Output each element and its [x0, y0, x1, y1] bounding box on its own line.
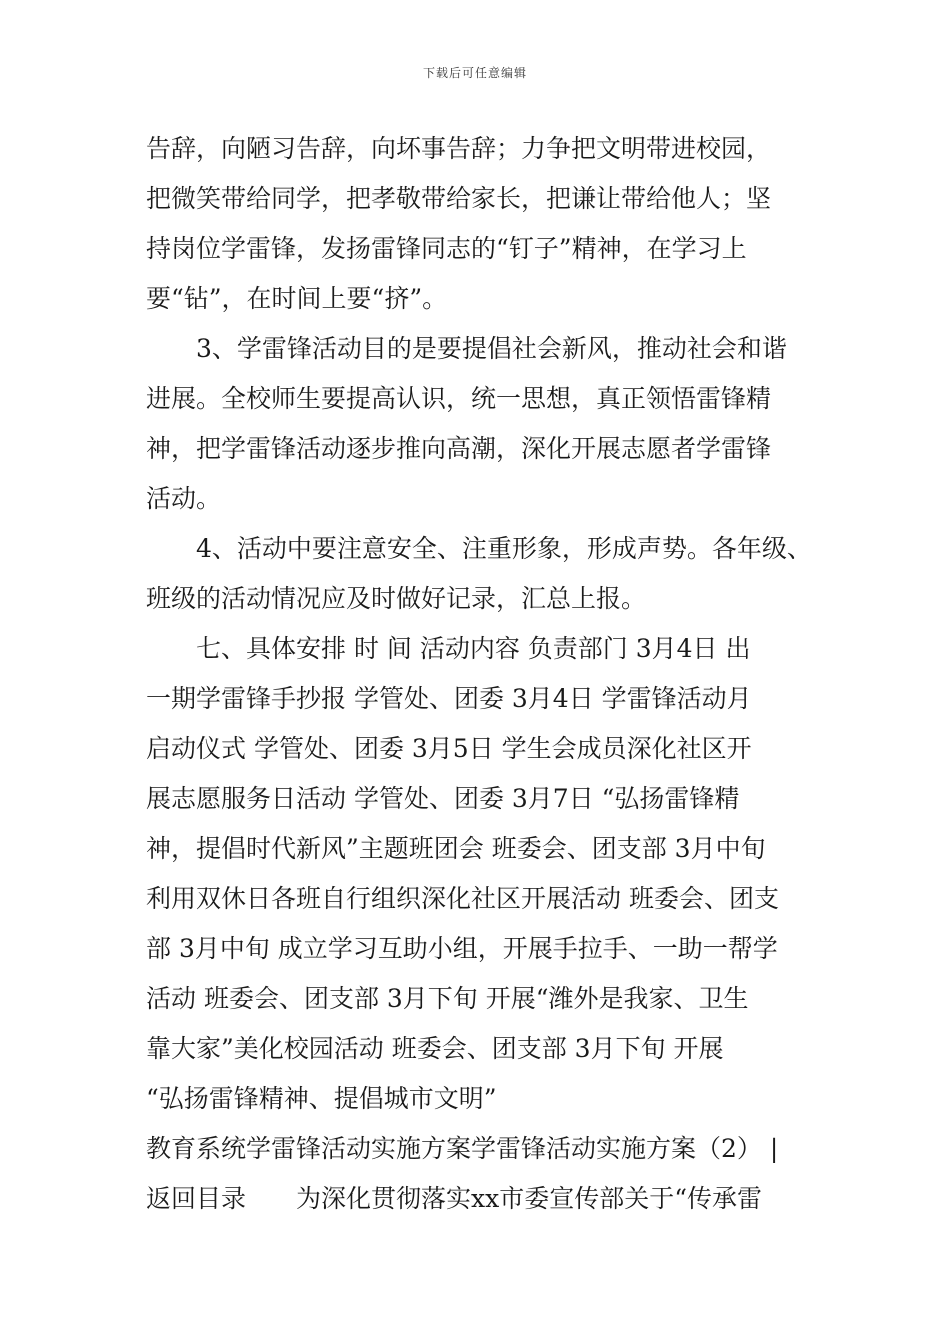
text-line-4: 要“钻”，在时间上要“挤”。: [146, 284, 448, 313]
text-line-9: 4、活动中要注意安全、注重形象，形成声势。各年级、: [196, 534, 812, 563]
text-line-18: 活动 班委会、团支部 3月下旬 开展“潍外是我家、卫生: [146, 984, 749, 1013]
text-line-12: 一期学雷锋手抄报 学管处、团委 3月4日 学雷锋活动月: [146, 684, 752, 713]
text-line-15: 神，提倡时代新风”主题班团会 班委会、团支部 3月中旬: [146, 834, 766, 863]
text-line-2: 把微笑带给同学，把孝敬带给家长，把谦让带给他人；坚: [146, 184, 772, 213]
text-line-19: 靠大家”美化校园活动 班委会、团支部 3月下旬 开展: [146, 1034, 724, 1063]
text-line-20: “弘扬雷锋精神、提倡城市文明”: [146, 1084, 497, 1113]
text-line-14: 展志愿服务日活动 学管处、团委 3月7日 “弘扬雷锋精: [146, 784, 740, 813]
text-line-7: 神，把学雷锋活动逐步推向高潮，深化开展志愿者学雷锋: [146, 434, 772, 463]
text-line-8: 活动。: [146, 484, 222, 513]
text-line-13: 启动仪式 学管处、团委 3月5日 学生会成员深化社区开: [146, 734, 752, 763]
text-line-1: 告辞，向陋习告辞，向坏事告辞；力争把文明带进校园，: [146, 134, 772, 163]
text-line-21: 教育系统学雷锋活动实施方案学雷锋活动实施方案（2） |: [146, 1134, 779, 1163]
text-line-10: 班级的活动情况应及时做好记录，汇总上报。: [146, 584, 647, 613]
text-line-3: 持岗位学雷锋，发扬雷锋同志的“钉子”精神，在学习上: [146, 234, 747, 263]
text-line-17: 部 3月中旬 成立学习互助小组，开展手拉手、一助一帮学: [146, 934, 778, 963]
text-line-16: 利用双休日各班自行组织深化社区开展活动 班委会、团支: [146, 884, 779, 913]
header-note: 下载后可任意编辑: [422, 66, 527, 80]
text-line-5: 3、学雷锋活动目的是要提倡社会新风，推动社会和谐: [196, 334, 787, 363]
document-body: [146, 124, 816, 1224]
text-line-11: 七、具体安排 时 间 活动内容 负责部门 3月4日 出: [196, 634, 751, 663]
text-line-6: 进展。全校师生要提高认识，统一思想，真正领悟雷锋精: [146, 384, 772, 413]
text-line-22: 返回目录 为深化贯彻落实xx市委宣传部关于“传承雷: [146, 1184, 762, 1213]
